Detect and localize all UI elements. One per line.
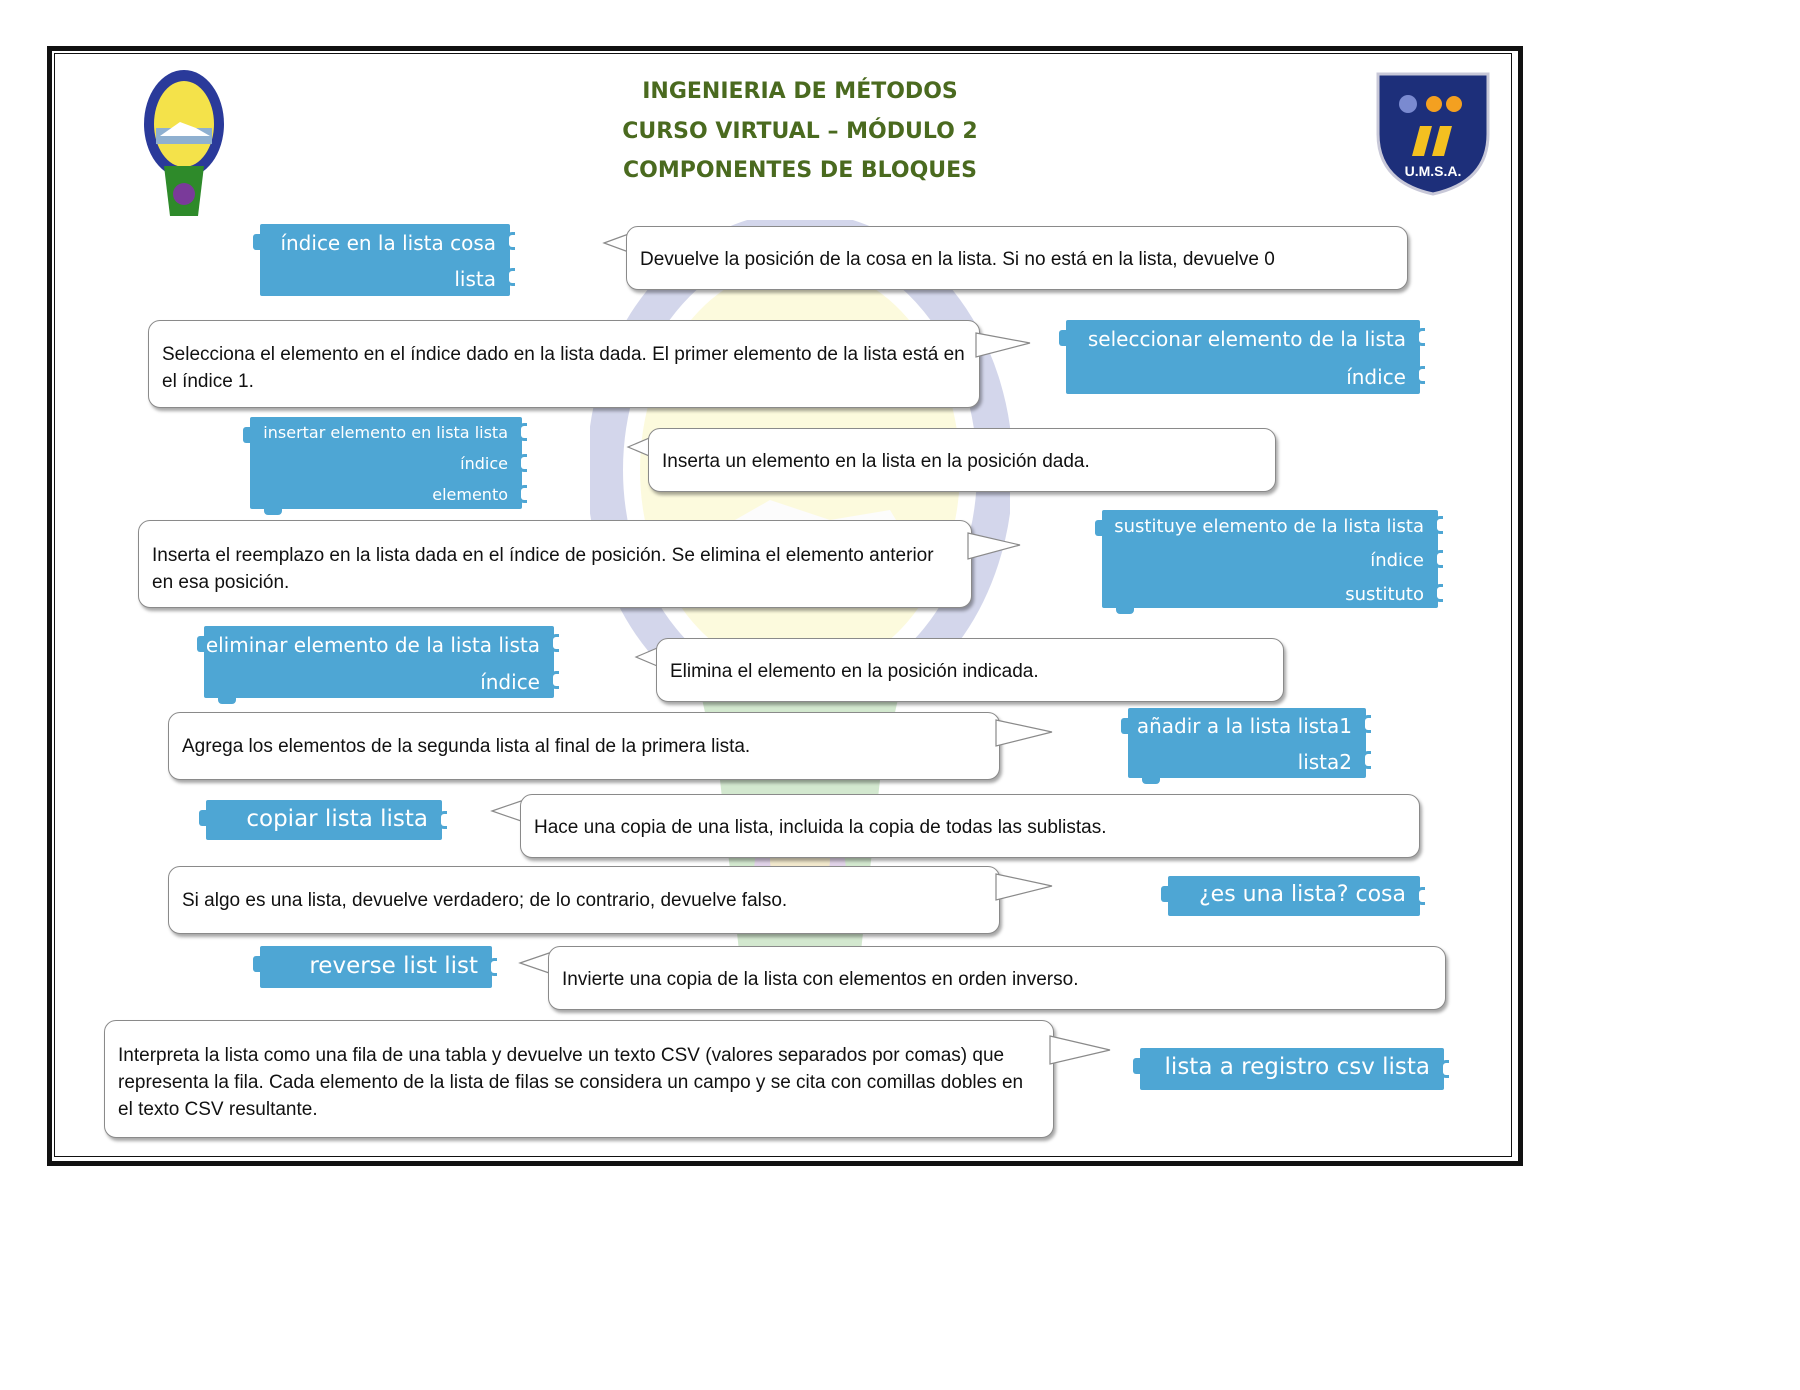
- block-reverse-list: [260, 946, 492, 988]
- description-reverse-list: Invierte una copia de la lista con elementos en orden inverso.: [548, 946, 1446, 1010]
- block-socket-label: índice: [1346, 365, 1406, 389]
- description-copiar-lista: Hace una copia de una lista, incluida la copia de todas las sublistas.: [520, 794, 1420, 858]
- block-copiar-lista: [206, 800, 442, 840]
- block-eliminar-elemento: [204, 626, 554, 698]
- block-socket-label: índice: [1370, 550, 1424, 571]
- description-seleccionar-elemento: Selecciona el elemento en el índice dado en la lista dada. El primer elemento de la lista está en el índice 1.: [148, 320, 980, 408]
- block-insertar-elemento: [250, 417, 522, 509]
- description-sustituye-elemento: Inserta el reemplazo en la lista dada en el índice de posición. Se elimina el elemento anterior en esa posición.: [138, 520, 972, 608]
- description-indice-en-la-lista: Devuelve la posición de la cosa en la lista. Si no está en la lista, devuelve 0: [626, 226, 1408, 290]
- block-label: ¿es una lista? cosa: [1199, 882, 1406, 907]
- umsa-logo-icon: [140, 66, 228, 222]
- block-indice-en-la-lista: [260, 224, 510, 296]
- description-insertar-elemento: Inserta un elemento en la lista en la posición dada.: [648, 428, 1276, 492]
- block-label: índice en la lista cosa: [280, 231, 496, 255]
- description-anadir-a-la-lista: Agrega los elementos de la segunda lista al final de la primera lista.: [168, 712, 1000, 780]
- block-label: añadir a la lista lista1: [1136, 714, 1352, 738]
- block-seleccionar-elemento: [1066, 320, 1420, 394]
- bubble-pointer: [976, 333, 1030, 357]
- block-label: lista a registro csv lista: [1164, 1054, 1430, 1080]
- block-sustituye-elemento: [1102, 510, 1438, 608]
- block-lista-a-registro-csv: [1140, 1048, 1444, 1090]
- document-header: [500, 72, 1100, 191]
- description-es-una-lista: Si algo es una lista, devuelve verdadero; de lo contrario, devuelve falso.: [168, 866, 1000, 934]
- block-socket-label: lista: [454, 267, 496, 291]
- block-socket-label: índice: [480, 670, 540, 694]
- block-socket-label: índice: [460, 454, 508, 473]
- ingenieria-industrial-logo-icon: [1374, 64, 1492, 196]
- section-title: COMPONENTES DE BLOQUES: [622, 158, 978, 183]
- block-label: copiar lista lista: [246, 806, 428, 832]
- block-label: reverse list list: [309, 953, 478, 979]
- block-label: sustituye elemento de la lista lista: [1114, 516, 1424, 537]
- block-socket-label: lista2: [1297, 750, 1352, 774]
- block-socket-label: elemento: [432, 485, 508, 504]
- description-lista-a-registro-csv: Interpreta la lista como una fila de una tabla y devuelve un texto CSV (valores separados por comas) que representa la fila. Cada elemento de la lista de filas se considera un campo y se cita con comillas dobles en el texto CSV resultante.: [104, 1020, 1054, 1138]
- block-socket-label: sustituto: [1345, 584, 1424, 605]
- block-label: seleccionar elemento de la lista: [1087, 327, 1406, 351]
- course-title: INGENIERIA DE MÉTODOS: [642, 79, 958, 104]
- block-label: eliminar elemento de la lista lista: [205, 633, 540, 657]
- block-label: insertar elemento en lista lista: [263, 423, 508, 442]
- block-anadir-a-la-lista: [1128, 708, 1366, 778]
- umsa-logo-caption: U.M.S.A.: [1404, 163, 1462, 179]
- bubble-pointer: [968, 533, 1020, 559]
- module-title: CURSO VIRTUAL – MÓDULO 2: [622, 118, 978, 144]
- description-eliminar-elemento: Elimina el elemento en la posición indicada.: [656, 638, 1284, 702]
- bubble-pointer: [996, 874, 1052, 900]
- block-es-una-lista: [1168, 876, 1420, 916]
- bubble-pointer: [1050, 1036, 1110, 1064]
- bubble-pointer: [996, 720, 1052, 746]
